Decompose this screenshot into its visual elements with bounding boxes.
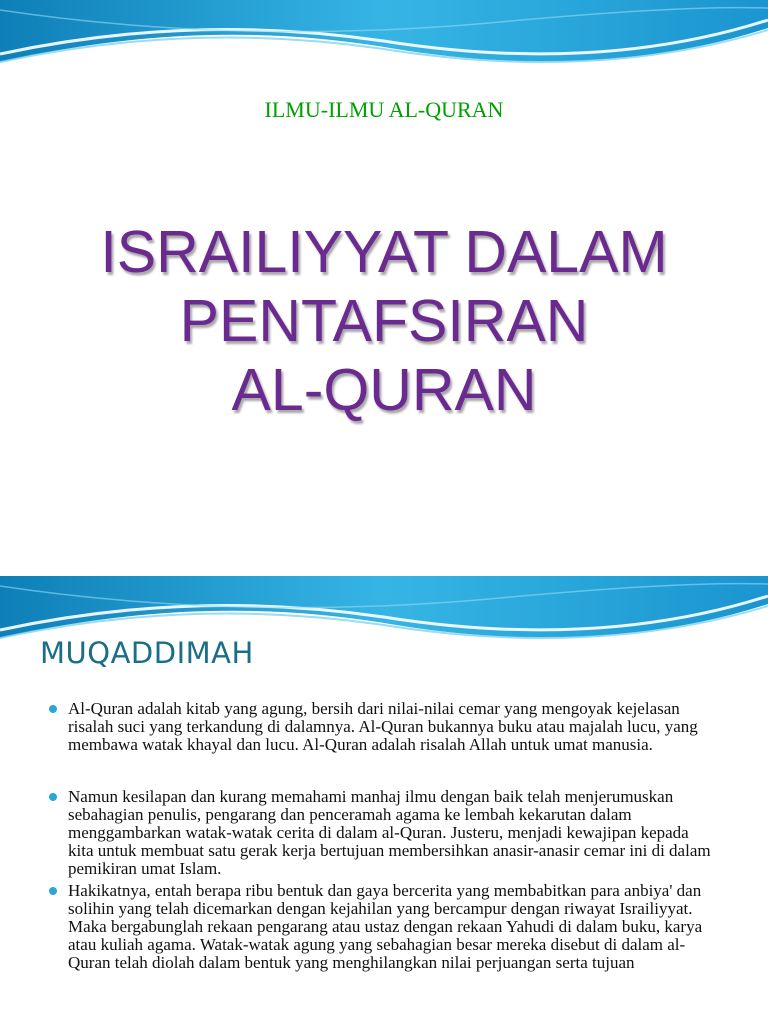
list-item xyxy=(46,788,716,878)
list-item xyxy=(46,700,716,754)
course-subtitle: ILMU-ILMU AL-QURAN xyxy=(264,97,504,122)
bullet-icon xyxy=(49,705,57,713)
list-item xyxy=(46,882,716,972)
slide-title xyxy=(0,218,768,425)
bullet-text: Hakikatnya, entah berapa ribu bentuk dan gaya bercerita yang membabitkan para anbiya' dan solihin yang telah dicemarkan dengan kejahilan yang bercampur dengan riwayat Israiliyyat. Maka bergabunglah rekaan pengarang atau ustaz dengan rekaan Yahudi di dalam buku, karya atau kuliah agama. Watak-watak agung yang sebahagian besar mereka disebut di dalam al-Quran telah diolah dalam bentuk yang menghilangkan nilai perjuangan serta tujuan xyxy=(68,881,703,972)
wave-header-decoration xyxy=(0,0,768,80)
section-heading: MUQADDIMAH xyxy=(40,636,254,670)
bullet-icon xyxy=(49,793,57,801)
bullet-text: Namun kesilapan dan kurang memahami manhaj ilmu dengan baik telah menjerumuskan sebahagian penulis, pengarang dan penceramah agama ke lembah kekarutan dalam menggambarkan watak-watak cerita di dalam al-Quran. Justeru, menjadi kewajipan kepada kita untuk membuat satu gerak kerja bertujuan membersihkan anasir-anasir cemar ini di dalam pemikiran umat Islam. xyxy=(68,787,711,878)
title-line-1: ISRAILIYYAT DALAM xyxy=(100,219,668,285)
title-line-3: AL-QURAN xyxy=(231,357,537,423)
bullet-text: Al-Quran adalah kitab yang agung, bersih dari nilai-nilai cemar yang mengoyak kejelasan risalah suci yang terkandung di dalamnya. Al-Quran bukannya buku atau majalah lucu, yang membawa watak khayal dan lucu. Al-Quran adalah risalah Allah untuk umat manusia. xyxy=(68,699,698,754)
bullet-icon xyxy=(49,887,57,895)
title-line-2: PENTAFSIRAN xyxy=(179,288,589,354)
content-slide xyxy=(0,576,768,1024)
bullet-list xyxy=(46,700,716,972)
